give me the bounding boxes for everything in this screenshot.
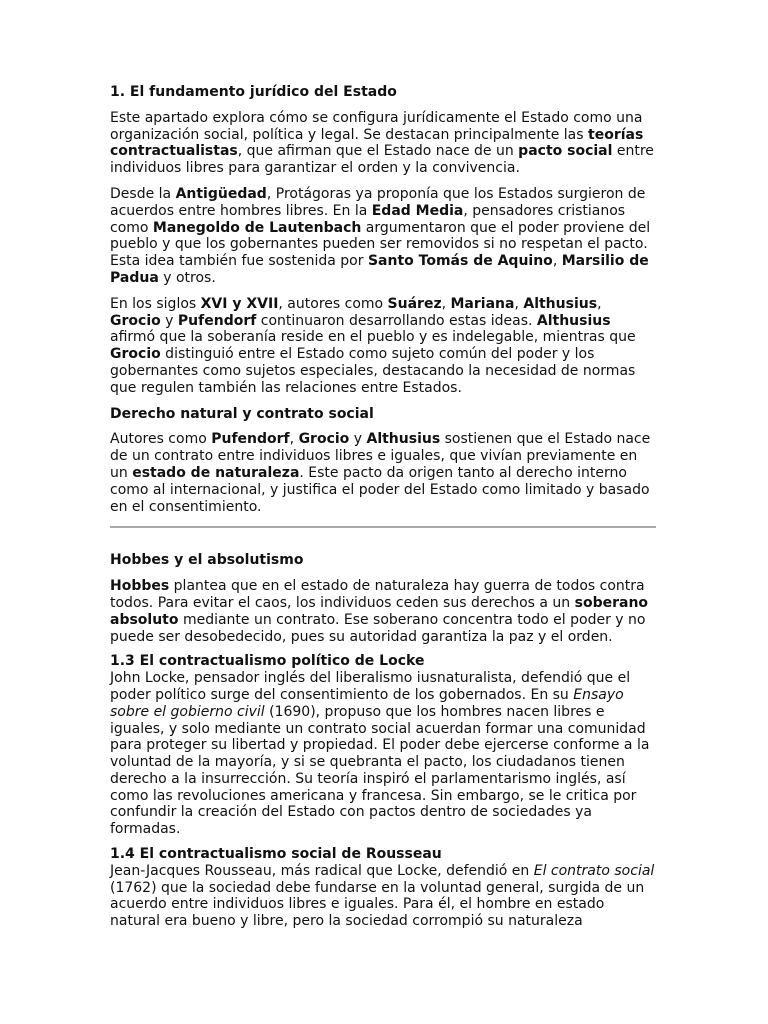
paragraph-intro: [110, 110, 656, 177]
text-run: , que afirman que el Estado nace de un: [237, 143, 519, 160]
bold-term: Grocio: [110, 312, 161, 329]
bold-term: Mariana: [450, 295, 515, 312]
paragraph-locke: [110, 670, 656, 838]
bold-term: XVI y XVII: [200, 295, 279, 312]
text-run: (1690), propuso que los hombres nacen libres e iguales, y solo mediante un contrato social acuerdan formar una comunidad para proteger su libertad y propiedad. El poder debe ejercerse conforme a la voluntad de la mayoría, y si se quebranta el pacto, los ciudadanos tienen derecho a la insurrección. Su teoría inspiró el parlamentarismo inglés, así como las revoluciones americana y francesa. Sin embargo, se le critica por confundir la creación del Estado con pactos dentro de sociedades ya formadas.: [110, 703, 650, 838]
text-run: plantea que en el estado de naturaleza hay guerra de todos contra todos. Para evitar el caos, los individuos ceden sus derechos a un: [110, 578, 645, 611]
text-run: continuaron desarrollando estas ideas.: [256, 312, 537, 329]
bold-term: Pufendorf: [211, 431, 290, 448]
bold-term: teorías contractualistas: [110, 126, 644, 160]
text-run: Autores como: [110, 431, 212, 448]
bold-term: Edad Media: [371, 202, 464, 219]
bold-term: Grocio: [110, 346, 161, 363]
bold-term: Grocio: [298, 431, 350, 448]
bold-term: Althusius: [523, 295, 598, 312]
text-run: John Locke, pensador inglés del liberalismo iusnaturalista, defendió que el poder político surge del consentimiento de los gobernados. En su: [110, 670, 631, 703]
text-run: afirmó que la soberanía reside en el pueblo y es indelegable, mientras que: [110, 329, 636, 346]
text-run: y otros.: [158, 269, 216, 286]
paragraph-siglos-xvi-xvii: [110, 296, 656, 397]
bold-term: Suárez: [387, 295, 442, 312]
text-run: ,: [289, 431, 299, 448]
bold-term: Santo Tomás de Aquino: [367, 253, 553, 270]
section-heading-derecho-natural: Derecho natural y contrato social: [110, 405, 374, 422]
bold-term: Antigüedad: [175, 185, 267, 202]
bold-term: Pufendorf: [177, 312, 257, 329]
text-run: y: [160, 312, 178, 329]
italic-title: El contrato social: [533, 862, 655, 879]
text-run: ,: [441, 295, 451, 312]
text-run: distinguió entre el Estado como sujeto común del poder y los gobernantes como sujetos especiales, destacando la necesidad de normas que regulen también las relaciones entre Estados.: [110, 346, 636, 396]
text-run: ,: [552, 253, 562, 270]
text-run: , autores como: [278, 295, 388, 312]
bold-term: Althusius: [536, 312, 611, 329]
text-run: argumentaron que el poder proviene del pueblo y que los gobernantes pueden ser removidos si no respetan el pacto. Esta idea también fue sostenida por: [110, 219, 651, 270]
section-heading-hobbes: Hobbes y el absolutismo: [110, 552, 304, 569]
text-run: ,: [597, 295, 602, 312]
text-run: sostienen que el Estado nace de un contrato entre individuos libres e iguales, que vivían previamente en un: [110, 431, 651, 481]
bold-term: soberano absoluto: [110, 594, 649, 628]
text-run: , pensadores cristianos como: [110, 202, 626, 236]
paragraph-antiguedad: [110, 186, 656, 287]
bold-term: estado de naturaleza: [132, 464, 300, 481]
section-heading-fundamento: 1. El fundamento jurídico del Estado: [110, 84, 397, 100]
text-run: Este apartado explora cómo se configura jurídicamente el Estado como una organización social, política y legal. Se destacan principalmente las: [110, 109, 643, 143]
bold-term: Manegoldo de Lautenbach: [152, 219, 362, 236]
text-run: , Protágoras ya proponía que los Estados surgieron de acuerdos entre hombres libres. En la: [110, 185, 646, 219]
paragraph-rousseau: [110, 863, 656, 930]
bold-term: Hobbes: [110, 578, 170, 595]
text-run: mediante un contrato. Ese soberano concentra todo el poder y no puede ser desobedecido, pues su autoridad garantiza la paz y el orden.: [110, 611, 646, 645]
text-run: En los siglos: [110, 295, 201, 312]
text-run: ,: [514, 295, 524, 312]
text-run: (1762) que la sociedad debe fundarse en la voluntad general, surgida de un acuerdo entre individuos libres e iguales. Para él, el hombre en estado natural era bueno y libre, pero la sociedad corrompió su naturaleza: [110, 879, 645, 930]
text-run: Jean-Jacques Rousseau, más radical que Locke, defendió en: [110, 862, 534, 879]
document-page: [110, 84, 656, 930]
italic-title: Ensayo sobre el gobierno civil: [110, 686, 624, 720]
bold-term: Althusius: [366, 431, 441, 448]
text-run: Desde la: [110, 185, 176, 202]
paragraph-hobbes: [110, 578, 656, 645]
paragraph-derecho-natural: [110, 431, 656, 515]
bold-term: Marsilio de Padua: [110, 253, 649, 286]
text-run: entre individuos libres para garantizar el orden y la convivencia.: [110, 143, 654, 177]
section-heading-rousseau: 1.4 El contractualismo social de Rousseau: [110, 846, 442, 863]
text-run: . Este pacto da origen tanto al derecho interno como al internacional, y justifica el poder del Estado como limitado y basado en el consentimiento.: [110, 464, 650, 515]
text-run: y: [349, 431, 367, 448]
bold-term: pacto social: [518, 143, 613, 160]
section-heading-locke: 1.3 El contractualismo político de Locke: [110, 653, 425, 670]
